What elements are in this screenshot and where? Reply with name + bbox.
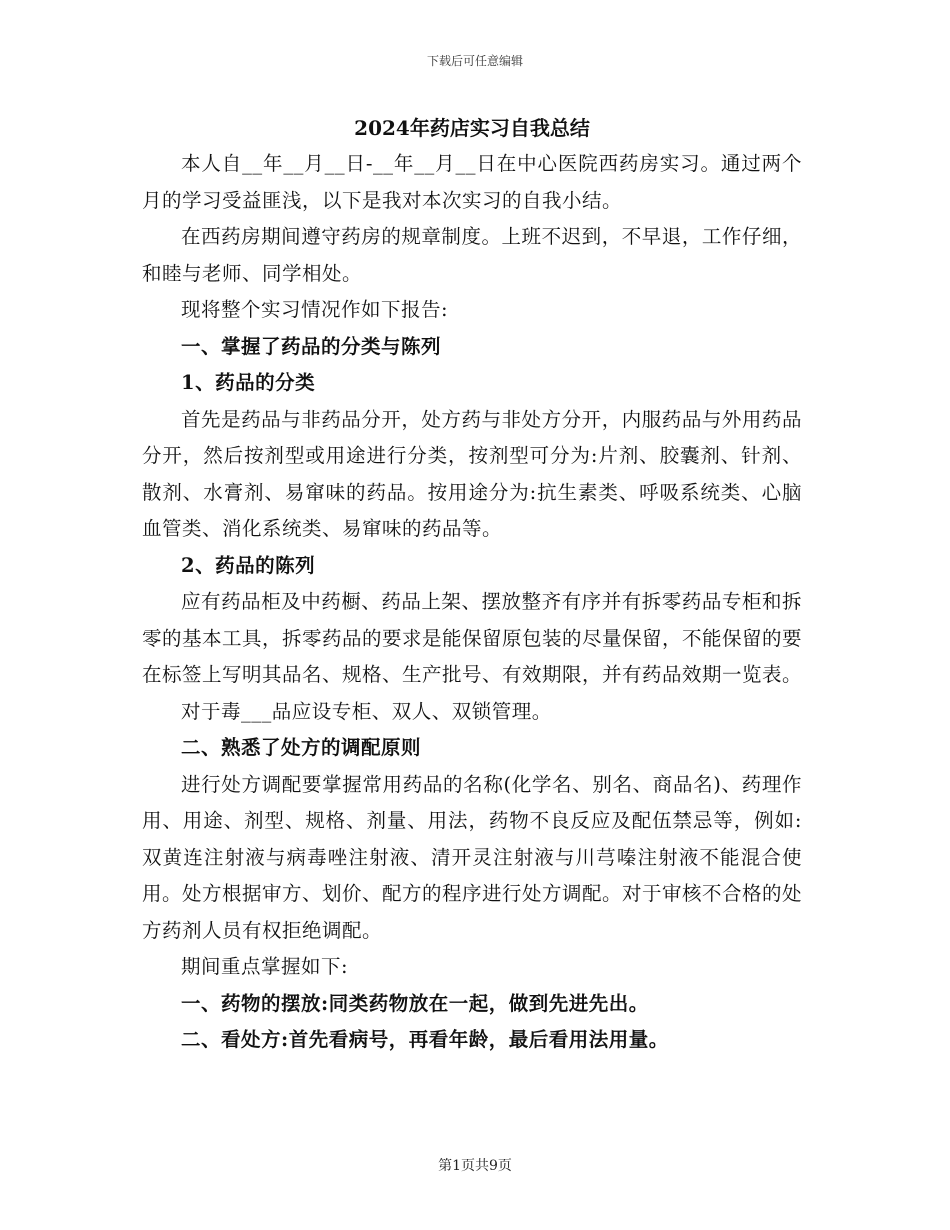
paragraph-conduct: 在西药房期间遵守药房的规章制度。上班不迟到，不早退，工作仔细，和睦与老师、同学相处。 bbox=[142, 225, 802, 285]
key-point-placement: 一、药物的摆放:同类药物放在一起，做到先进先出。 bbox=[181, 991, 649, 1015]
key-point-prescription-reading: 二、看处方:首先看病号，再看年龄，最后看用法用量。 bbox=[181, 1028, 669, 1051]
section-heading-classification: 一、掌握了药品的分类与陈列 bbox=[181, 334, 442, 358]
subsection-heading-classification: 1、药品的分类 bbox=[181, 371, 316, 394]
section-heading-prescription: 二、熟悉了处方的调配原则 bbox=[181, 736, 422, 759]
header-note: 下载后可任意编辑 bbox=[426, 54, 523, 68]
paragraph-classification: 首先是药品与非药品分开，处方药与非处方分开，内服药品与外用药品分开，然后按剂型或用途进行分类，按剂型可分为:片剂、胶囊剂、针剂、散剂、水膏剂、易窜味的药品。按用途分为:抗生素类、呼吸系统类、心脑血管类、消化系统类、易窜味的药品等。 bbox=[142, 407, 802, 540]
paragraph-display: 应有药品柜及中药橱、药品上架、摆放整齐有序并有拆零药品专柜和拆零的基本工具，拆零药品的要求是能保留原包装的尽量保留，不能保留的要在标签上写明其品名、规格、生产批号、有效期限，并有药品效期一览表。 bbox=[142, 590, 803, 686]
paragraph-key-points-intro: 期间重点掌握如下: bbox=[181, 955, 349, 978]
document-body bbox=[142, 112, 802, 1059]
paragraph-intro: 本人自__年__月__日-__年__月__日在中心医院西药房实习。通过两个月的学习受益匪浅，以下是我对本次实习的自我小结。 bbox=[142, 152, 802, 212]
page-footer: 第1页共9页 bbox=[438, 1158, 512, 1174]
paragraph-prescription: 进行处方调配要掌握常用药品的名称(化学名、别名、商品名)、药理作用、用途、剂型、规格、剂量、用法，药物不良反应及配伍禁忌等，例如:双黄连注射液与病毒唑注射液、清开灵注射液与川芎嗪注射液不能混合使用。处方根据审方、划价、配方的程序进行处方调配。对于审核不合格的处方药剂人员有权拒绝调配。 bbox=[142, 772, 803, 942]
paragraph-controlled-drugs: 对于毒___品应设专柜、双人、双锁管理。 bbox=[181, 699, 552, 723]
paragraph-report-intro: 现将整个实习情况作如下报告: bbox=[181, 298, 449, 321]
subsection-heading-display: 2、药品的陈列 bbox=[181, 553, 316, 577]
document-title: 2024年药店实习自我总结 bbox=[354, 116, 590, 140]
